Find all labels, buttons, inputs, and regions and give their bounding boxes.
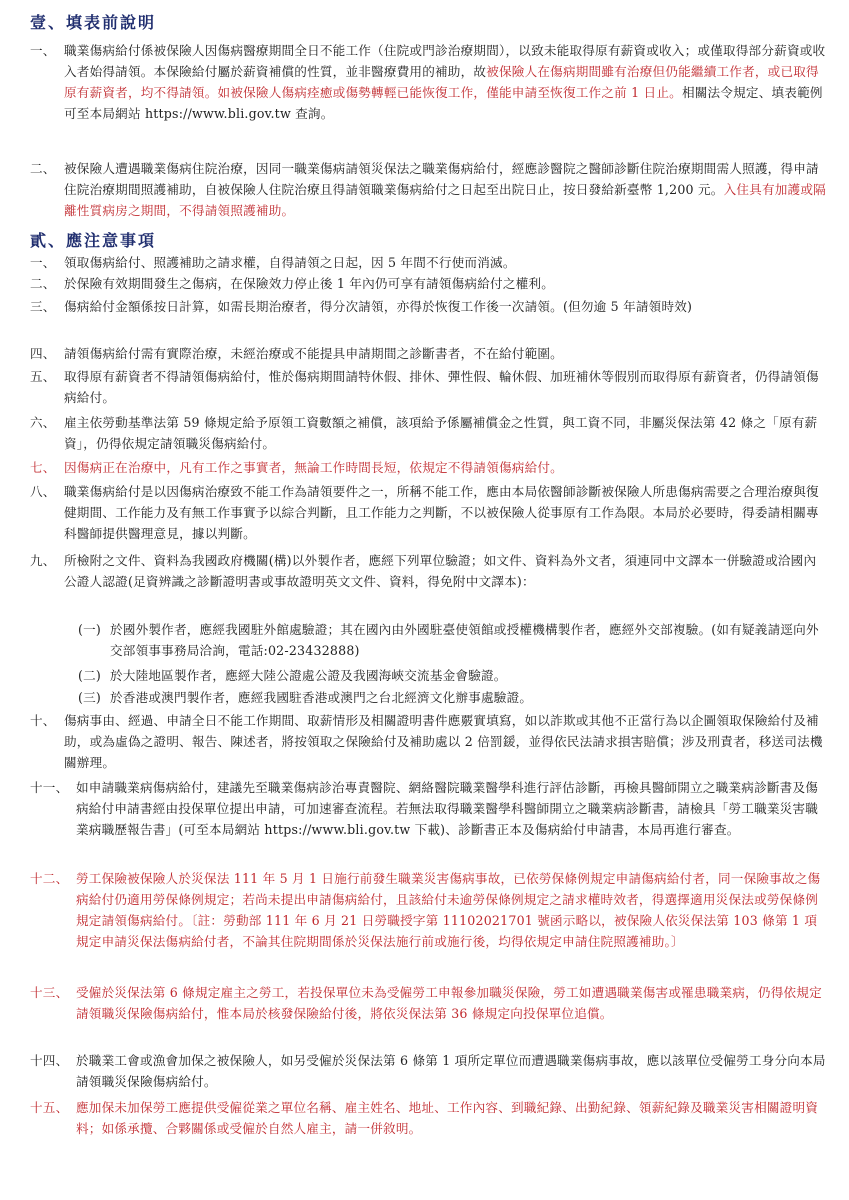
- item-number: 三、: [30, 299, 56, 314]
- item-text: 所檢附之文件、資料為我國政府機關(構)以外製作者，應經下列單位驗證；如文件、資料為外文者，須連同中文譯本一併驗證或洽國內公證人認證(足資辨識之診斷證明書或事故證明英文文件、資料，得免附中文譯本)：: [64, 553, 817, 589]
- item-text: 勞工保險被保險人於災保法 111 年 5 月 1 日施行前發生職業災害傷病事故，已依勞保條例規定申請傷病給付者，同一保險事故之傷病給付仍適用勞保條例規定；若尚未提出申請傷病給付，且該給付未逾勞保條例規定之請求權時效者，得選擇適用災保法或勞保條例規定請領傷病給付。〔註：勞動部 111 年 6 月 21 日勞職授字第 11102021701 號函示略以，被保險人依災保法第 103 條第 1 項規定申請災保法傷病給付者，不論其住院期間係於災保法施行前或施行後，均得依規定申請住院照護補助。〕: [76, 871, 821, 949]
- section2-item-3: [30, 296, 826, 317]
- section2-item-14: [30, 1050, 826, 1092]
- item-text: 因傷病正在治療中，凡有工作之事實者，無論工作時間長短，依規定不得請領傷病給付。: [64, 460, 563, 475]
- item-number: 九、: [30, 553, 56, 568]
- section2-subitem-2: [78, 665, 826, 686]
- item-text: 傷病事由、經過、申請全日不能工作期間、取薪情形及相關證明書件應覈實填寫，如以詐欺或其他不正當行為以企圖領取保險給付及補助，或為虛偽之證明、報告、陳述者，將按領取之保險給付及補助處以 2 倍罰鍰，並得依民法請求損害賠償；涉及刑責者，移送司法機關辦理。: [64, 713, 823, 770]
- item-number: 十五、: [30, 1100, 69, 1115]
- section2-item-6: [30, 412, 826, 454]
- item-number: 十三、: [30, 985, 69, 1000]
- item-number: 六、: [30, 415, 56, 430]
- item-text: 雇主依勞動基準法第 59 條規定給予原領工資數額之補償，該項給予係屬補償金之性質，與工資不同，非屬災保法第 42 條之「原有薪資」，仍得依規定請領職災傷病給付。: [64, 415, 818, 451]
- item-number: 五、: [30, 369, 56, 384]
- section1-item-2: [30, 158, 826, 221]
- item-text: 職業傷病給付係被保險人因傷病醫療期間全日不能工作（住院或門診治療期間），以致未能取得原有薪資或收入；或僅取得部分薪資或收入者始得請領。本保險給付屬於薪資補償的性質，並非醫療費用的補助，故: [64, 43, 826, 79]
- item-text-highlight: 入住具有加護或隔離性質病房之期間，不得請領照護補助。: [64, 182, 826, 218]
- item-text: 受僱於災保法第 6 條規定雇主之勞工，若投保單位未為受僱勞工申報參加職災保險，勞工如遭遇職業傷害或罹患職業病，仍得依規定請領職災保險傷病給付，惟本局於核發保險給付後，將依災保法第 36 條規定向投保單位追償。: [76, 985, 822, 1021]
- item-number: 四、: [30, 346, 56, 361]
- item-number: 二、: [30, 276, 56, 291]
- section2-item-9: [30, 550, 826, 592]
- subitem-number: (一): [78, 622, 102, 637]
- item-text: 取得原有薪資者不得請領傷病給付，惟於傷病期間請特休假、排休、彈性假、輪休假、加班補休等假別而取得原有薪資者，仍得請領傷病給付。: [64, 369, 819, 405]
- item-number: 八、: [30, 484, 56, 499]
- section2-item-2: [30, 273, 826, 294]
- item-text: 領取傷病給付、照護補助之請求權，自得請領之日起，因 5 年間不行使而消滅。: [64, 255, 516, 270]
- item-number: 七、: [30, 460, 56, 475]
- section2-subitem-1: [78, 619, 826, 661]
- item-text: 如申請職業病傷病給付，建議先至職業傷病診治專責醫院、網絡醫院職業醫學科進行評估診斷，再檢具醫師開立之職業病診斷書及傷病給付申請書經由投保單位提出申請，可加速審查流程。若無法取得職業醫學科醫師開立之職業病診斷書，請檢具「勞工職業災害職業病職歷報告書」(可至本局網站 https://www.bli.gov.tw 下載)、診斷書正本及傷病給付申請書，本局再進行審查。: [76, 780, 819, 837]
- section2-item-10: [30, 710, 826, 773]
- section2-item-8: [30, 481, 826, 544]
- section-heading-2: 貳、應注意事項: [30, 231, 157, 250]
- section2-item-7: [30, 457, 826, 478]
- section1-item-1: [30, 40, 826, 124]
- item-number: 二、: [30, 161, 56, 176]
- item-text: 於保險有效期間發生之傷病，在保險效力停止後 1 年內仍可享有請領傷病給付之權利。: [64, 276, 554, 291]
- item-number: 十、: [30, 713, 56, 728]
- item-text: 職業傷病給付是以因傷病治療致不能工作為請領要件之一，所稱不能工作，應由本局依醫師診斷被保險人所患傷病需要之合理治療與復健期間、工作能力及有無工作事實予以綜合判斷，且工作能力之判斷，不以被保險人從事原有工作為限。本局於必要時，得委請相關專科醫師提供醫理意見，據以判斷。: [64, 484, 819, 541]
- subitem-text: 於大陸地區製作者，應經大陸公證處公證及我國海峽交流基金會驗證。: [110, 668, 507, 683]
- item-text: 於職業工會或漁會加保之被保險人，如另受僱於災保法第 6 條第 1 項所定單位而遭遇職業傷病事故，應以該單位受僱勞工身分向本局請領職災保險傷病給付。: [76, 1053, 826, 1089]
- item-number: 十四、: [30, 1053, 69, 1068]
- section2-item-5: [30, 366, 826, 408]
- section2-subitem-3: [78, 687, 826, 708]
- section-heading-1: 壹、填表前說明: [30, 13, 157, 32]
- item-text-highlight: 被保險人在傷病期間雖有治療但仍能繼續工作者，或已取得原有薪資者，均不得請領。如被保險人傷病痊癒或傷勢轉輕已能恢復工作，僅能申請至恢復工作之前 1 日止。: [64, 64, 819, 100]
- item-number: 一、: [30, 43, 56, 58]
- subitem-text: 於國外製作者，應經我國駐外館處驗證；其在國內由外國駐臺使領館或授權機構製作者，應經外交部複驗。(如有疑義請逕向外交部領事事務局洽詢，電話:02-23432888): [110, 622, 819, 658]
- item-number: 十一、: [30, 780, 69, 795]
- section2-item-4: [30, 343, 826, 364]
- section2-item-1: [30, 252, 826, 273]
- subitem-text: 於香港或澳門製作者，應經我國駐香港或澳門之台北經濟文化辦事處驗證。: [110, 690, 533, 705]
- subitem-number: (三): [78, 690, 102, 705]
- item-number: 一、: [30, 255, 56, 270]
- item-text: 傷病給付金額係按日計算，如需長期治療者，得分次請領，亦得於恢復工作後一次請領。(但勿逾 5 年請領時效): [64, 299, 693, 314]
- item-number: 十二、: [30, 871, 69, 886]
- subitem-number: (二): [78, 668, 102, 683]
- section2-item-11: [30, 777, 826, 840]
- section2-item-13: [30, 982, 826, 1024]
- item-text: 被保險人遭遇職業傷病住院治療，因同一職業傷病請領災保法之職業傷病給付，經應診醫院之醫師診斷住院治療期間需人照護，得申請住院治療期間照護補助，自被保險人住院治療且得請領職業傷病給付之日起至出院日止，按日發給新臺幣 1,200 元。: [64, 161, 819, 197]
- section2-item-12: [30, 868, 826, 952]
- section2-item-15: [30, 1097, 826, 1139]
- item-text: 應加保未加保勞工應提供受僱從業之單位名稱、雇主姓名、地址、工作內容、到職紀錄、出勤紀錄、領薪紀錄及職業災害相關證明資料；如係承攬、合夥關係或受僱於自然人雇主，請一併敘明。: [76, 1100, 819, 1136]
- item-text: 請領傷病給付需有實際治療，未經治療或不能提具申請期間之診斷書者，不在給付範圍。: [64, 346, 563, 361]
- item-text-after: 相關法令規定、填表範例可至本局網站 https://www.bli.gov.tw 查詢。: [64, 85, 823, 121]
